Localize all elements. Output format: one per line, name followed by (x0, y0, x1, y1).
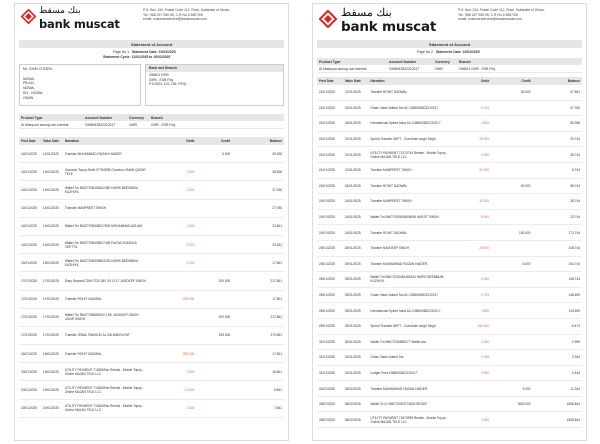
table-cell: 25/01/2025 (344, 261, 361, 266)
bank-name-english: bank muscat (341, 19, 437, 35)
table-cell: 14/01/2025 (42, 242, 59, 247)
table-cell: UTILITY PAYMENT 7105269nn Remits - Mobile Topup - Online MAJAN TELE LLC (64, 386, 144, 395)
table-cell: 20/01/2025 (21, 388, 37, 393)
transactions-table (317, 77, 582, 428)
table-row (317, 179, 582, 195)
table-cell: 19/01/2025 (344, 105, 361, 110)
table-row (19, 272, 284, 290)
table-cell: 30.000 (479, 199, 490, 204)
table-cell: Speed Transfer NEFT - Gurvinder singh Singh (370, 137, 436, 142)
table-row (317, 241, 582, 257)
table-row (19, 381, 284, 399)
table-cell: Wallet Trn BMCT005458517445 FAIYAS KUNDILA VEETTIL (64, 240, 137, 249)
table-cell: 24/01/2025 (344, 230, 361, 235)
table-cell: 0.025 (481, 355, 490, 360)
product-table: Product Type Account Number Currency Branch Al Maeyona saving non-interest 0306053832210017 OMR OM601 0399 - ESB Firq (317, 58, 582, 73)
table-cell: 28.744 (570, 152, 580, 157)
table-cell: 17/01/2025 (42, 315, 59, 320)
statement-title: Statement of Account (317, 40, 582, 48)
table-cell: 14/01/2025 (21, 169, 37, 174)
table-row (317, 194, 582, 210)
table-cell: 14/01/2025 (21, 242, 37, 247)
table-row (317, 272, 582, 288)
table-cell: 173.744 (568, 230, 580, 235)
table-cell: 14/01/2025 (42, 224, 59, 229)
table-cell: 31/01/2025 (319, 355, 335, 360)
page-header (313, 4, 586, 40)
table-cell: 11.344 (570, 386, 580, 391)
table-cell: 253.000 (182, 351, 195, 356)
table-cell: 25/01/2025 (344, 308, 361, 313)
table-cell: 23.861 (272, 224, 282, 229)
table-cell: Transfer MANPREET SINGH (370, 168, 412, 173)
table-cell: 154.744 (568, 261, 580, 266)
table-cell: International Speed trans AC-0386053822210017 (370, 308, 441, 313)
table-row (19, 163, 284, 181)
table-row (317, 412, 582, 428)
table-cell: 17/01/2025 (42, 333, 59, 338)
table-cell: 11.000 (184, 388, 195, 393)
table-cell: 148.744 (568, 246, 580, 251)
table-cell: 24/01/2025 (344, 183, 361, 188)
table-row (19, 363, 284, 381)
transactions-table (19, 137, 284, 418)
table-cell: 38.536 (272, 169, 282, 174)
statement-page-2 (312, 3, 587, 441)
table-cell: 37.936 (272, 187, 282, 192)
table-cell: 24/01/2025 (344, 215, 361, 220)
table-cell: Wallet Trn BMCT005458017826 MOHAMMAD ASLAM (64, 224, 142, 229)
table-cell: 25/01/2025 (344, 246, 361, 251)
table-cell: 21/01/2025 (319, 168, 335, 173)
table-cell: 21/01/2025 (344, 152, 361, 157)
table-row (19, 236, 284, 254)
table-cell: 05/02/2025 (319, 417, 335, 422)
table-cell: 25/01/2025 (344, 277, 361, 282)
table-cell: 1.500 (481, 308, 490, 313)
table-cell: 25/01/2025 (344, 293, 361, 298)
table-cell: 17/01/2025 (21, 315, 37, 320)
table-cell: 31/01/2025 (319, 339, 335, 344)
table-cell: 6.000 (222, 151, 231, 156)
table-cell: 143.569 (568, 308, 580, 313)
table-cell: 217.861 (270, 315, 282, 320)
table-cell: 25/01/2025 (319, 261, 335, 266)
table-cell: Oman Value Added Tax AC-0386053822210017 (370, 293, 439, 298)
table-cell: 15/01/2025 (42, 260, 59, 265)
customer-address: Mr. JOHN CITIZEN NIZWA, PB.611, NIZWA, 611 - NIZWA, OMAN (19, 64, 141, 106)
table-row (317, 85, 582, 101)
table-cell: 24/01/2025 (319, 215, 335, 220)
table-cell: 200.000 (218, 278, 231, 283)
table-cell: Wallet Trn BMCT005188162480 HARIS BEEMBUM KUZHIYIL (64, 185, 138, 194)
table-cell: 17/01/2025 (21, 333, 37, 338)
table-cell: UTILITY PAYMENT 7105269nn Remits - Mobile Topup - Online MAJAN TELE LLC (64, 367, 144, 376)
table-cell: 18/01/2025 (42, 369, 59, 374)
table-cell: 11/01/2025 (42, 151, 59, 156)
table-cell: 2.969 (572, 339, 580, 344)
table-cell: 150.000 (477, 324, 490, 329)
statement-title: Statement of Account (19, 40, 284, 48)
table-cell: Speed Transfer NEFT - Gurvinder singh Singh (370, 324, 436, 329)
table-cell: 24/01/2025 (319, 183, 335, 188)
bank-name-english: bank muscat (39, 17, 120, 31)
table-cell: Transfer ROHIT DADWAL (370, 230, 408, 235)
table-cell: 24/01/2025 (319, 199, 335, 204)
table-cell: Transfer NAVDEEP SINGH (370, 246, 409, 251)
bank-name-arabic: بنك مسقط (341, 6, 392, 19)
table-cell: Transfer JEBAL FAWOUD AL ZAHABIYA ENT (64, 333, 130, 338)
table-cell: 1.000 (186, 187, 195, 192)
table-cell: Wallet Trn BMCT005619659648 HARJIT SINGH (370, 215, 439, 220)
table-cell: 14/01/2025 (21, 187, 37, 192)
table-cell: 1.000 (186, 169, 195, 174)
table-cell: Transfer ROHIT DADWAL (370, 90, 408, 95)
table-cell: 200.000 (218, 315, 231, 320)
table-cell: 31/01/2025 (344, 370, 361, 375)
table-cell: 150.000 (519, 230, 531, 235)
table-cell: 0.075 (481, 293, 490, 298)
table-cell: 39.536 (272, 151, 282, 156)
table-row (317, 335, 582, 351)
table-cell: 14/01/2025 (21, 151, 37, 156)
table-cell: 200.000 (182, 297, 195, 302)
table-row (317, 101, 582, 117)
product-table: Product Type Account Number Currency Branch Al Maeyona saving non-interest 0306053832210017 OMR 0399 - ESB Firq (19, 114, 284, 129)
table-cell: 148.669 (568, 293, 580, 298)
table-cell: 20.000 (479, 168, 490, 173)
table-cell: 1825.000 (517, 402, 531, 407)
table-cell: 25/01/2025 (344, 324, 361, 329)
table-row (317, 319, 582, 335)
bank-address: P.O. Box 134, Postal Code 112, Ruwi, Sultanate of Oman, Tel.: 968 247 955 55, C.R No 1/18573/8 email: customerservice@bankmuscat.com (143, 8, 230, 22)
bank-address: P.O. Box 134, Postal Code 112, Ruwi, Sultanate of Oman, Tel.: 968 247 955 55, C.R No 1/18573/8 email: customerservice@bankmuscat.com (458, 8, 545, 22)
table-cell: 17.861 (272, 351, 282, 356)
table-cell: Transfer ROHIT DADWAL (64, 351, 102, 356)
table-cell: 56.286 (570, 121, 580, 126)
table-cell: 25/01/2025 (319, 246, 335, 251)
table-cell: 19/01/2025 (42, 388, 59, 393)
table-cell: 30/01/2025 (344, 339, 361, 344)
table-cell: UTILITY PAYMENT 71370744 Remits - Mobile Topup - Online MAJAN TELE LLC (370, 150, 448, 159)
table-cell: Easy Deposit CDM 0720 280 20:12:17 JAGDEEP SINGH (64, 278, 146, 283)
table-cell: 29.744 (570, 137, 580, 142)
table-cell: Wallet Trn BMCT005495803226 HARIS BEEMBUM KUZHIYIL (64, 258, 138, 267)
table-cell: 19/01/2025 (344, 121, 361, 126)
table-cell: 57.786 (570, 105, 580, 110)
table-cell: 6.000 (522, 261, 531, 266)
transactions-header: Post Date Value Date Narration Debit Credit Balance (319, 79, 580, 83)
table-cell: 1.000 (186, 260, 195, 265)
table-cell: 25/01/2025 (319, 293, 335, 298)
table-cell: 18/01/2025 (21, 351, 37, 356)
table-row (19, 254, 284, 272)
table-cell: 50.000 (520, 90, 531, 95)
bank-name-arabic: بنك مسقط (39, 6, 81, 16)
table-cell: 14/01/2025 (21, 224, 37, 229)
table-cell: Transfer MANPREET SINGH (370, 199, 412, 204)
table-cell: 25/01/2025 (319, 324, 335, 329)
table-cell: 1.000 (481, 417, 490, 422)
table-cell: 217.861 (270, 278, 282, 283)
table-cell: 14/01/2025 (42, 187, 59, 192)
transactions-header: Post Date Value Date Narration Debit Credit Balance (21, 139, 282, 143)
table-cell: 1.000 (186, 406, 195, 411)
product-row: Al Maeyona saving non-interest 0306053832210017 OMR 0399 - ESB Firq (19, 121, 284, 129)
table-cell: 5.000 (481, 215, 490, 220)
table-cell: 0.500 (481, 370, 490, 375)
table-row (19, 400, 284, 418)
table-cell: Oman Value Added Tax AC-0386053822210017 (370, 105, 439, 110)
table-cell: 14/01/2025 (42, 169, 59, 174)
table-row (317, 366, 582, 382)
table-cell: 05/02/2025 (344, 417, 361, 422)
table-row (317, 225, 582, 241)
table-cell: 21/01/2025 (344, 137, 361, 142)
page-header (15, 4, 288, 40)
table-cell: Oman Value Added Tax (370, 355, 404, 360)
table-cell: 23.744 (570, 215, 580, 220)
table-row (19, 345, 284, 363)
table-cell: 04/02/2025 (319, 386, 335, 391)
table-cell: 24/01/2025 (344, 199, 361, 204)
table-cell: 1836.844 (566, 402, 580, 407)
table-cell: 25/01/2025 (319, 277, 335, 282)
bank-logo-icon (319, 10, 337, 28)
table-row (317, 147, 582, 163)
table-cell: -6.474 (570, 324, 580, 329)
table-cell: 28.744 (570, 199, 580, 204)
table-cell: 253.000 (218, 333, 231, 338)
table-cell: Ooredoo Topup-Debit 97784505-Ooredoo OMAN QATAR TELE (64, 167, 146, 176)
table-row (19, 327, 284, 345)
table-cell: 31/01/2025 (344, 355, 361, 360)
table-cell: 1.000 (186, 224, 195, 229)
table-row (19, 218, 284, 236)
table-cell: Wallet Trn BMCT005689100 1NK JAGDEEP SINGH JAGIR SINGH (64, 313, 139, 322)
table-cell: 21/01/2025 (319, 121, 335, 126)
table-cell: 05/02/2025 (344, 402, 361, 407)
table-cell: 25.000 (479, 137, 490, 142)
table-row (317, 350, 582, 366)
product-row: Al Maeyona saving non-interest 0306053832210017 OMR OM601 0399 - ESB Firq (317, 65, 582, 73)
table-cell: Transfer ROHIT DADWAL (370, 183, 408, 188)
table-cell: Transfer MANPREET SINGH (64, 206, 107, 211)
table-row (317, 210, 582, 226)
table-row (317, 132, 582, 148)
table-row (317, 397, 582, 413)
table-cell: 21/01/2025 (319, 105, 335, 110)
table-cell: Wallet To Cr BMCT0053774516780 BIR (370, 402, 427, 407)
table-row (19, 145, 284, 163)
statement-meta: Page No:2 Statement Date: 10/02/2025 (417, 50, 480, 54)
transactions-body (19, 145, 284, 418)
table-cell: 8.744 (572, 168, 580, 173)
table-cell: Wallet Trn BMCT005855377 Wallet Acc (370, 339, 427, 344)
table-cell: 1835.844 (566, 417, 580, 422)
table-cell: 21/01/2025 (344, 168, 361, 173)
table-row (317, 116, 582, 132)
table-row (317, 257, 582, 273)
table-row (317, 163, 582, 179)
statement-meta: Page No:1 Statement Date: 10/02/2025 Statement Cycle: 11/01/2025 to 10/02/2025 (103, 50, 176, 59)
table-cell: 1.000 (481, 152, 490, 157)
table-cell: 0.075 (481, 105, 490, 110)
table-cell: 21/01/2025 (319, 90, 335, 95)
table-cell: 0.575 (186, 242, 195, 247)
table-cell: 16.861 (272, 369, 282, 374)
table-cell: 1.500 (481, 121, 490, 126)
table-cell: 2.944 (572, 355, 580, 360)
table-row (317, 381, 582, 397)
table-cell: 148.744 (568, 277, 580, 282)
table-cell: 2.444 (572, 370, 580, 375)
table-cell: Transfer MUHAMMAD FAIZAN HAIDER (370, 386, 428, 391)
table-cell: 5.861 (274, 388, 282, 393)
bank-branch-box: Bank and Branch OM601 0399 0399 - ESB Firq P.O.BOX 113, 136, FIRQ (145, 64, 284, 106)
table-cell: 58.744 (570, 183, 580, 188)
table-cell: 20/01/2025 (42, 406, 59, 411)
table-cell: 1.000 (481, 339, 490, 344)
table-cell: 17/01/2025 (42, 297, 59, 302)
table-cell: 27.936 (272, 206, 282, 211)
table-cell: 21/01/2025 (344, 90, 361, 95)
bank-logo-icon (21, 9, 36, 24)
transactions-body (317, 85, 582, 428)
table-row (19, 309, 284, 327)
table-cell: 20/01/2025 (21, 369, 37, 374)
table-row (19, 200, 284, 218)
table-cell: 6.000 (481, 277, 490, 282)
table-cell: 17.861 (272, 260, 282, 265)
table-cell: 17.861 (272, 297, 282, 302)
table-cell: 270.861 (270, 333, 282, 338)
table-cell: UTILITY PAYMENT 7105269nn Remits - Mobile Topup - Online MAJAN TELE LLC (64, 404, 144, 413)
table-cell: 25/01/2025 (319, 308, 335, 313)
table-cell: 20/01/2025 (21, 406, 37, 411)
table-cell: 17/01/2025 (42, 278, 59, 283)
table-row (317, 288, 582, 304)
table-row (317, 303, 582, 319)
table-cell: 21/01/2025 (319, 152, 335, 157)
table-cell: 15/01/2025 (21, 260, 37, 265)
table-row (19, 181, 284, 199)
table-cell: Transfer MUHAMMAD FAIZAN HAIDER (64, 151, 122, 156)
statement-page-1 (14, 3, 289, 441)
table-cell: 31/01/2025 (319, 370, 335, 375)
table-cell: 57.861 (570, 90, 580, 95)
table-cell: 17/01/2025 (21, 297, 37, 302)
table-cell: Ledger Fees 0386053822210017 (370, 370, 418, 375)
table-cell: 04/02/2025 (344, 386, 361, 391)
table-cell: 21/01/2025 (319, 137, 335, 142)
table-cell: UTILITY PAYMENT 71879999 Remits - Mobile Topup - Online MAJAN TELE LLC (370, 415, 448, 424)
table-cell: 14/01/2025 (21, 206, 37, 211)
table-cell: Transfer MUHAMMAD FAIZAN HAIDER (370, 261, 428, 266)
table-cell: 17/01/2025 (21, 278, 37, 283)
table-cell: 05/02/2025 (319, 402, 335, 407)
table-cell: 7.861 (274, 406, 282, 411)
table-cell: Wallet Trn BMCT005445485244 HARIS BEEMBUM KUZHIYIL (370, 275, 444, 284)
table-cell: 50.000 (520, 183, 531, 188)
table-cell: 25.000 (479, 246, 490, 251)
table-cell: 14/01/2025 (42, 206, 59, 211)
table-cell: 1.000 (186, 369, 195, 374)
table-cell: Transfer ROHIT DADWAL (64, 297, 102, 302)
table-cell: 18/01/2025 (42, 351, 59, 356)
table-cell: 9.000 (522, 386, 531, 391)
table-cell: 24/01/2025 (319, 230, 335, 235)
table-cell: 23.361 (272, 242, 282, 247)
table-cell: International Speed trans AC-0386053822210017 (370, 121, 441, 126)
table-row (19, 291, 284, 309)
